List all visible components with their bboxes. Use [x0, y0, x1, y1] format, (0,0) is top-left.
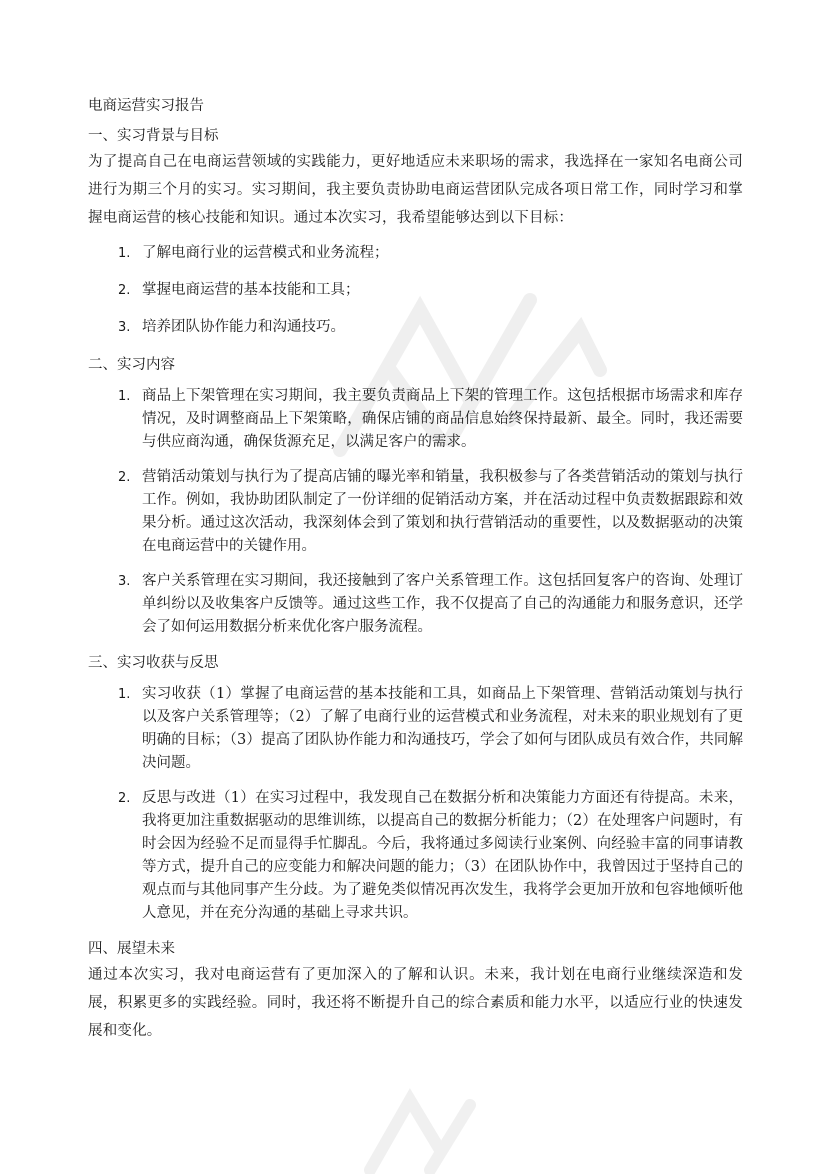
list-item-number: 2. [118, 470, 131, 485]
list-item-text: 培养团队协作能力和沟通技巧。 [142, 319, 345, 335]
list-item-number: 1. [118, 389, 131, 404]
list-item-text: 了解电商行业的运营模式和业务流程； [142, 245, 389, 261]
list-item [118, 466, 743, 558]
list-item-text: 客户关系管理在实习期间，我还接触到了客户关系管理工作。这包括回复客户的咨询、处理订单纠纷以及收集客户反馈等。通过这些工作，我不仅提高了自己的沟通能力和服务意识，还学会了如何运用数据分析来优化客户服务流程。 [142, 573, 743, 635]
list-item-text: 营销活动策划与执行为了提高店铺的曝光率和销量，我积极参与了各类营销活动的策划与执行工作。例如，我协助团队制定了一份详细的促销活动方案，并在活动过程中负责数据跟踪和效果分析。通过这次活动，我深刻体会到了策划和执行营销活动的重要性，以及数据驱动的决策在电商运营中的关键作用。 [142, 469, 743, 554]
list-item-number: 3. [118, 320, 131, 335]
list-item-number: 1. [118, 687, 131, 702]
section-heading-outlook: 四、展望未来 [88, 941, 175, 957]
content-list [88, 385, 743, 639]
section-heading-reflection: 三、实习收获与反思 [88, 655, 219, 671]
list-item [118, 787, 743, 925]
watermark-logo-icon [350, 1080, 500, 1174]
list-item-text: 反思与改进（1）在实习过程中，我发现自己在数据分析和决策能力方面还有待提高。未来，我将更加注重数据驱动的思维训练，以提高自己的数据分析能力；（2）在处理客户问题时，有时会因为经验不足而显得手忙脚乱。今后，我将通过多阅读行业案例、向经验丰富的同事请教等方式，提升自己的应变能力和解决问题的能力；（3）在团队协作中，我曾因过于坚持自己的观点而与其他同事产生分歧。为了避免类似情况再次发生，我将学会更加开放和包容地倾听他人意见，并在充分沟通的基础上寻求共识。 [142, 790, 743, 921]
list-item [118, 385, 743, 454]
list-item-text: 商品上下架管理在实习期间，我主要负责商品上下架的管理工作。这包括根据市场需求和库存情况，及时调整商品上下架策略，确保店铺的商品信息始终保持最新、最全。同时，我还需要与供应商沟通，确保货源充足，以满足客户的需求。 [142, 388, 743, 450]
list-item [118, 683, 743, 775]
page-title: 电商运营实习报告 [88, 98, 204, 114]
section-paragraph-background: 为了提高自己在电商运营领域的实践能力，更好地适应未来职场的需求，我选择在一家知名电商公司进行为期三个月的实习。实习期间，我主要负责协助电商运营团队完成各项日常工作，同时学习和掌握电商运营的核心技能和知识。通过本次实习，我希望能够达到以下目标： [88, 154, 743, 226]
list-item-number: 2. [118, 791, 131, 806]
reflection-list [88, 683, 743, 925]
list-item-number: 3. [118, 574, 131, 589]
list-item [118, 316, 743, 339]
section-paragraph-outlook: 通过本次实习，我对电商运营有了更加深入的了解和认识。未来，我计划在电商行业继续深造和发展，积累更多的实践经验。同时，我还将不断提升自己的综合素质和能力水平，以适应行业的快速发展和变化。 [88, 967, 743, 1039]
list-item [118, 279, 743, 302]
section-heading-background: 一、实习背景与目标 [88, 128, 219, 144]
list-item-number: 1. [118, 246, 131, 261]
list-item-text: 实习收获（1）掌握了电商运营的基本技能和工具，如商品上下架管理、营销活动策划与执行以及客户关系管理等；（2）了解了电商行业的运营模式和业务流程，对未来的职业规划有了更明确的目标；（3）提高了团队协作能力和沟通技巧，学会了如何与团队成员有效合作，共同解决问题。 [142, 686, 743, 771]
list-item [118, 242, 743, 265]
report-body [88, 94, 743, 1045]
list-item-number: 2. [118, 283, 131, 298]
goal-list [88, 242, 743, 339]
list-item-text: 掌握电商运营的基本技能和工具； [142, 282, 360, 298]
section-heading-content: 二、实习内容 [88, 357, 175, 373]
list-item [118, 570, 743, 639]
